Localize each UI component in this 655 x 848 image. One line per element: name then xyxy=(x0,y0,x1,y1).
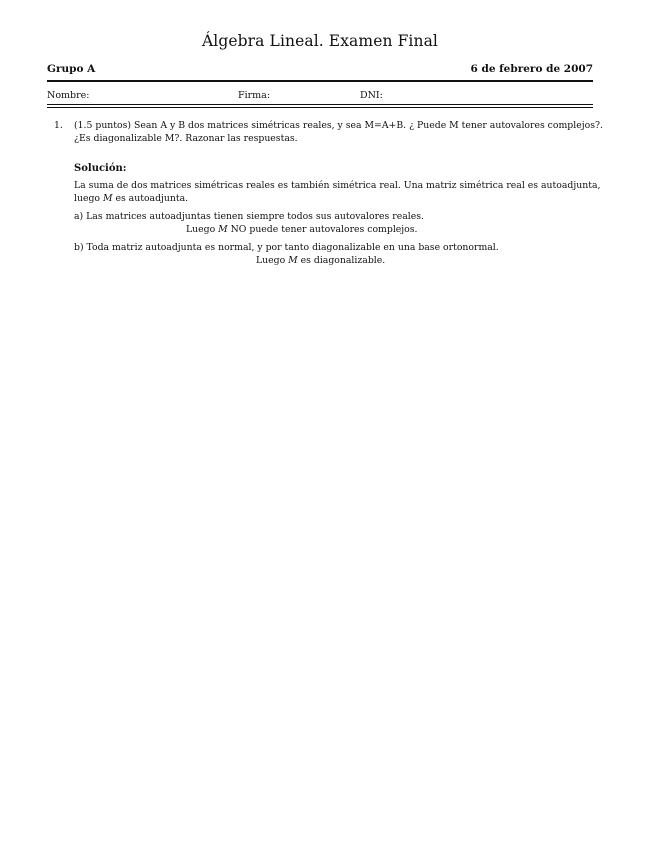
text-fragment: es autoadjunta. xyxy=(112,193,189,204)
math-variable: M xyxy=(218,224,228,235)
header-divider xyxy=(47,80,593,82)
solution-paragraph-line-2 xyxy=(74,192,594,205)
text-fragment: luego xyxy=(74,193,103,204)
solution-part-a: a) Las matrices autoadjuntas tienen siempre todos sus autovalores reales. xyxy=(74,211,424,222)
solution-heading: Solución: xyxy=(74,163,127,174)
text-fragment: NO puede tener autovalores complejos. xyxy=(227,224,418,235)
exam-date: 6 de febrero de 2007 xyxy=(470,63,593,75)
math-variable: M xyxy=(288,255,298,266)
text-fragment: Luego xyxy=(256,255,289,266)
solution-part-b: b) Toda matriz autoadjunta es normal, y por tanto diagonalizable en una base ortonormal. xyxy=(74,242,499,253)
question-number: 1. xyxy=(54,120,63,131)
fields-divider-bottom xyxy=(47,107,593,108)
solution-part-a-conclusion xyxy=(74,223,594,236)
firma-field-label: Firma: xyxy=(238,90,271,101)
question-line-2: ¿Es diagonalizable M?. Razonar las respuestas. xyxy=(74,133,298,144)
text-fragment: es diagonalizable. xyxy=(297,255,386,266)
question-line-1: (1.5 puntos) Sean A y B dos matrices simétricas reales, y sea M=A+B. ¿ Puede M tener autovalores complejos?. xyxy=(74,120,603,131)
solution-part-b-conclusion xyxy=(74,254,594,267)
nombre-field-label: Nombre: xyxy=(47,90,90,101)
exam-title: Álgebra Lineal. Examen Final xyxy=(202,32,438,50)
dni-field-label: DNI: xyxy=(360,90,383,101)
group-label: Grupo A xyxy=(47,63,96,75)
math-variable: M xyxy=(102,193,113,204)
fields-divider-top xyxy=(47,104,593,105)
text-fragment: Luego xyxy=(186,224,219,235)
solution-paragraph-line-1: La suma de dos matrices simétricas reales es también simétrica real. Una matriz simétrica real es autoadjunta, xyxy=(74,180,601,191)
solution-block xyxy=(74,162,601,267)
question-text xyxy=(74,119,603,145)
